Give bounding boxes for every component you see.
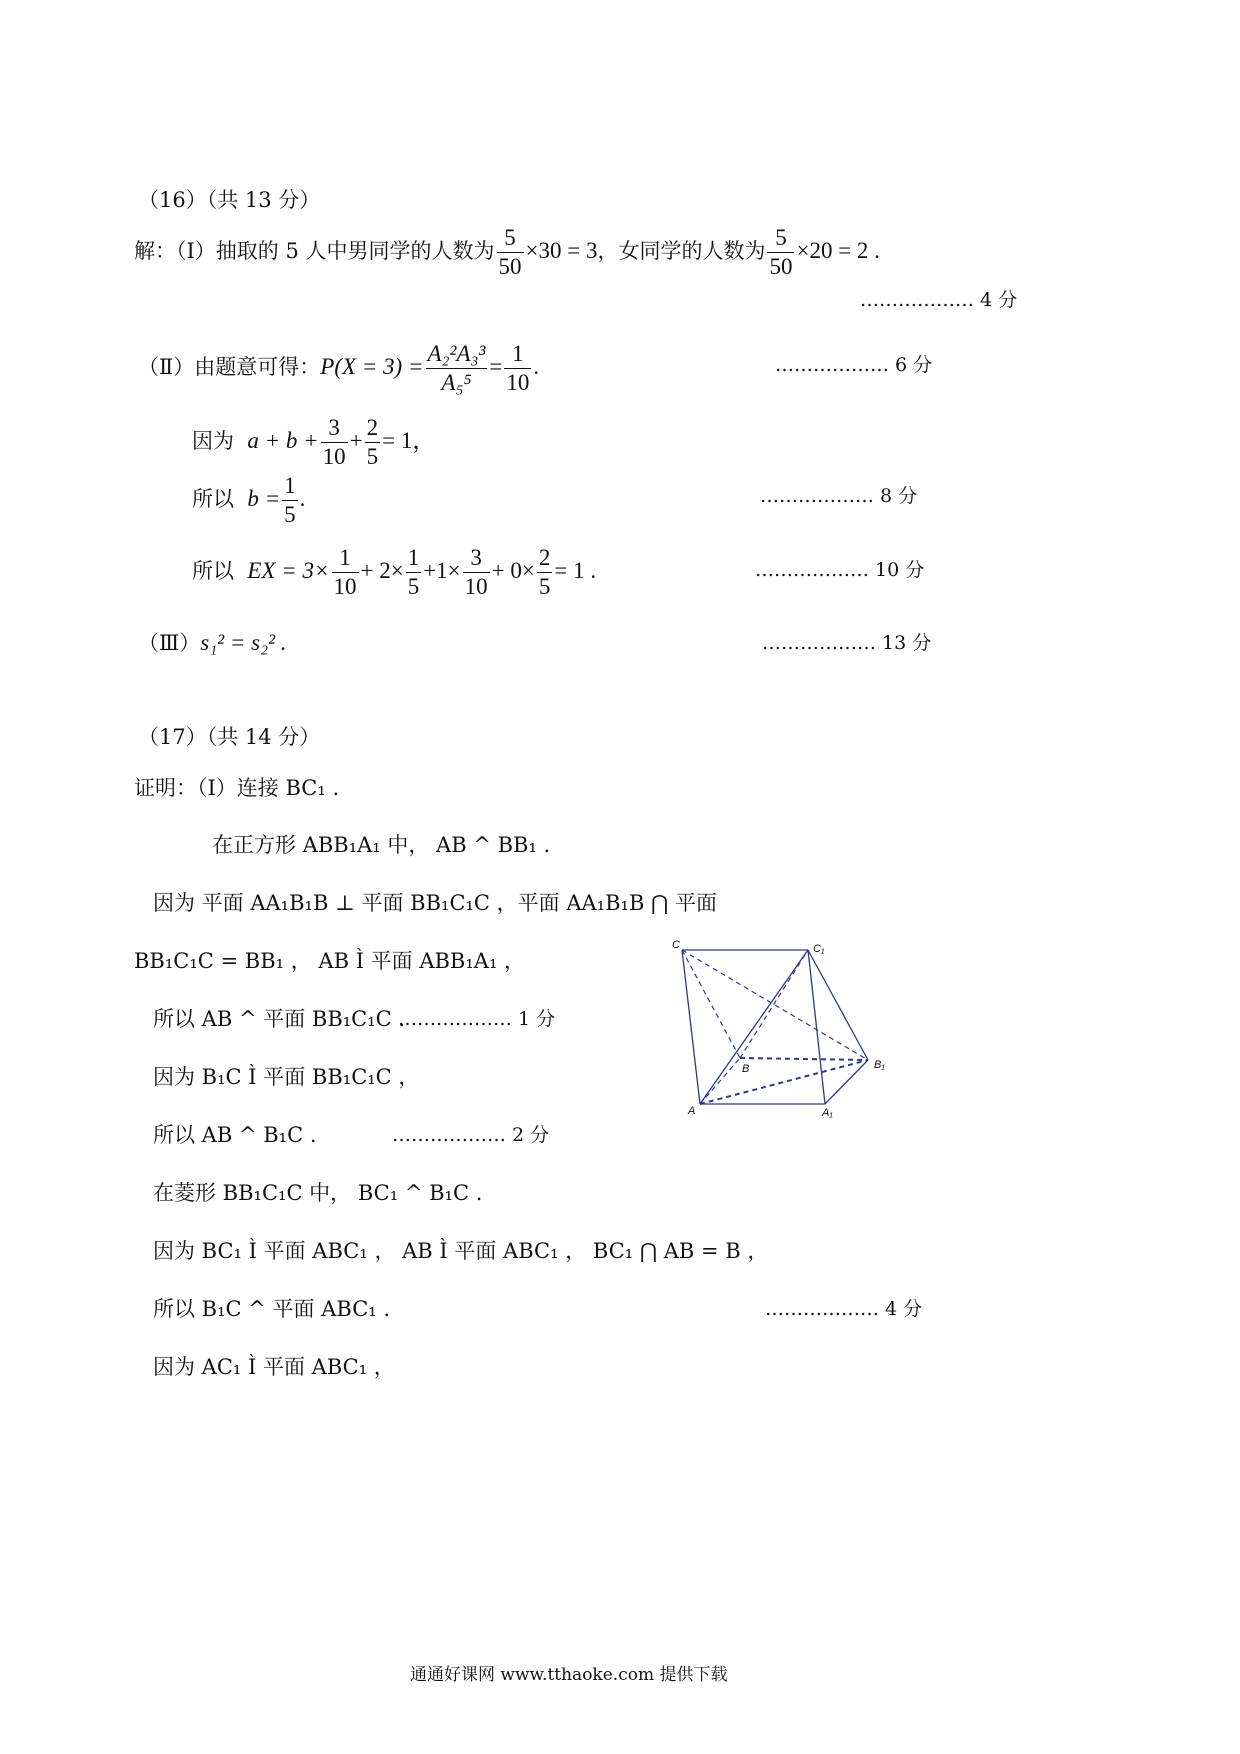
q16-part2-frac [426, 340, 488, 397]
label-C: C [672, 939, 680, 951]
q16-because-line [192, 412, 435, 471]
diag-C-B1 [682, 950, 868, 1060]
frac-numerator: 2 [365, 414, 381, 443]
q16-part1-frac2 [767, 224, 794, 281]
q16-so-b-line [192, 470, 305, 529]
q16-part3-score: ……………… 13 分 [762, 632, 932, 654]
q17-line-2: 在正方形 ABB₁A₁ 中， AB ^ BB₁ . [212, 833, 551, 857]
ex-term2: + 2× [360, 558, 404, 583]
frac-numerator: 2 [537, 544, 553, 573]
q16-part1-line [134, 222, 880, 281]
so-frac [282, 472, 298, 529]
period: . [533, 354, 540, 379]
plus-sign: + [349, 428, 363, 453]
ex-tail: = 1 . [554, 558, 597, 583]
q17-line-6: 因为 B₁C Ì 平面 BB₁C₁C ， [153, 1065, 420, 1089]
equals-sign: = [489, 354, 503, 379]
so-label: 所以 [192, 487, 234, 511]
q17-line-5: 所以 AB ^ 平面 BB₁C₁C . [153, 1007, 406, 1031]
ex-lead: EX = 3× [247, 558, 330, 583]
frac-numerator: 5 [767, 224, 794, 253]
ex-label: 所以 [192, 559, 234, 583]
ex-frac2 [406, 544, 422, 601]
frac-denominator: 10 [506, 370, 530, 395]
q16-part2-lead: （Ⅱ）由题意可得： [138, 355, 321, 379]
q17-line-9: 因为 BC₁ Ì 平面 ABC₁ ， AB Ì 平面 ABC₁ ， BC₁ ⋂ AB = B ， [153, 1239, 769, 1263]
q17-line-10: 所以 B₁C ^ 平面 ABC₁ . [153, 1297, 391, 1321]
ex-term4: + 0× [491, 558, 535, 583]
q16-part1-expr2: ×20 = 2 . [796, 238, 880, 263]
label-C1: C₁ [813, 943, 825, 955]
frac-numerator: A₂²A₃³ [426, 340, 488, 369]
q17-header: （17）（共 14 分） [138, 725, 321, 749]
q17-line-4: BB₁C₁C = BB₁ ， AB Ì 平面 ABB₁A₁ ， [134, 949, 526, 973]
prism-figure [660, 930, 900, 1130]
q16-part3-line [138, 628, 286, 658]
q16-part1-lead: 解：（Ⅰ）抽取的 5 人中男同学的人数为 [134, 239, 495, 263]
frac-denominator: 10 [464, 574, 488, 599]
frac-numerator: 5 [497, 224, 524, 253]
ex-frac1 [332, 544, 359, 601]
frac-denominator: 5 [284, 502, 296, 527]
diag-B-C1 [740, 950, 808, 1058]
edge-C1-B1 [808, 950, 868, 1060]
frac-numerator: 1 [406, 544, 422, 573]
q16-part1-expr1: ×30 = 3 [525, 238, 598, 263]
q16-part2-result [504, 340, 531, 397]
q16-part1-score: ……………… 4 分 [860, 289, 1018, 311]
q16-part1-mid: ，女同学的人数为 [597, 239, 766, 263]
edge-C-A [682, 950, 700, 1104]
diag-A-B1 [700, 1060, 868, 1104]
q16-part2-score: ……………… 6 分 [775, 354, 933, 376]
ex-frac4 [537, 544, 553, 601]
label-A: A [688, 1105, 696, 1117]
frac-numerator: 1 [504, 340, 531, 369]
q16-so-b-score: ……………… 8 分 [760, 485, 918, 507]
frac-denominator: 10 [322, 444, 346, 469]
edge-C1-A1 [808, 950, 825, 1104]
edge-A-B [700, 1058, 740, 1104]
frac-denominator: 50 [769, 254, 793, 279]
because-tail: = 1， [382, 428, 436, 453]
label-A1: A₁ [822, 1107, 833, 1119]
frac-numerator: 1 [332, 544, 359, 573]
q16-ex-score: ……………… 10 分 [755, 559, 925, 581]
q17-line-5-score: ……………… 1 分 [398, 1008, 556, 1030]
q17-line-11: 因为 AC₁ Ì 平面 ABC₁ ， [153, 1355, 395, 1379]
frac-numerator: 1 [282, 472, 298, 501]
q16-part1-frac1 [497, 224, 524, 281]
edge-B-B1 [740, 1058, 868, 1060]
ex-frac3 [463, 544, 490, 601]
q17-line-1: 证明：（Ⅰ）连接 BC₁ . [134, 776, 340, 800]
page-footer: 通通好课网 www.tthaoke.com 提供下载 [410, 1665, 728, 1685]
q17-line-10-score: ……………… 4 分 [765, 1298, 923, 1320]
period: . [299, 486, 306, 511]
so-expr: b = [247, 486, 281, 511]
q17-line-7: 所以 AB ^ B₁C . [153, 1123, 317, 1147]
q16-part2-line [138, 338, 539, 397]
q16-part2-lhs: P(X = 3) = [320, 354, 424, 379]
frac-numerator: 3 [321, 414, 348, 443]
q17-line-7-score: ……………… 2 分 [392, 1124, 550, 1146]
q16-header: （16）（共 13 分） [138, 188, 321, 212]
because-label: 因为 [192, 429, 234, 453]
because-frac2 [365, 414, 381, 471]
because-expr: a + b + [247, 428, 319, 453]
q16-part3-lead: （Ⅲ） [138, 631, 201, 655]
q16-part3-expr: s₁² = s₂² . [200, 630, 287, 655]
q17-line-3: 因为 平面 AA₁B₁B ⊥ 平面 BB₁C₁C ，平面 AA₁B₁B ⋂ 平面 [153, 891, 717, 915]
frac-denominator: 5 [407, 574, 420, 599]
q17-line-8: 在菱形 BB₁C₁C 中， BC₁ ^ B₁C . [153, 1181, 483, 1205]
frac-numerator: 3 [463, 544, 490, 573]
frac-denominator: A₅⁵ [441, 370, 472, 395]
edge-A1-B1 [825, 1060, 868, 1104]
q16-ex-line [192, 542, 596, 601]
frac-denominator: 50 [498, 254, 522, 279]
edge-C-B [682, 950, 740, 1058]
because-frac1 [321, 414, 348, 471]
frac-denominator: 5 [366, 444, 379, 469]
ex-term3: +1× [423, 558, 461, 583]
label-B: B [742, 1063, 750, 1075]
frac-denominator: 5 [538, 574, 551, 599]
frac-denominator: 10 [333, 574, 357, 599]
label-B1: B₁ [874, 1059, 885, 1071]
